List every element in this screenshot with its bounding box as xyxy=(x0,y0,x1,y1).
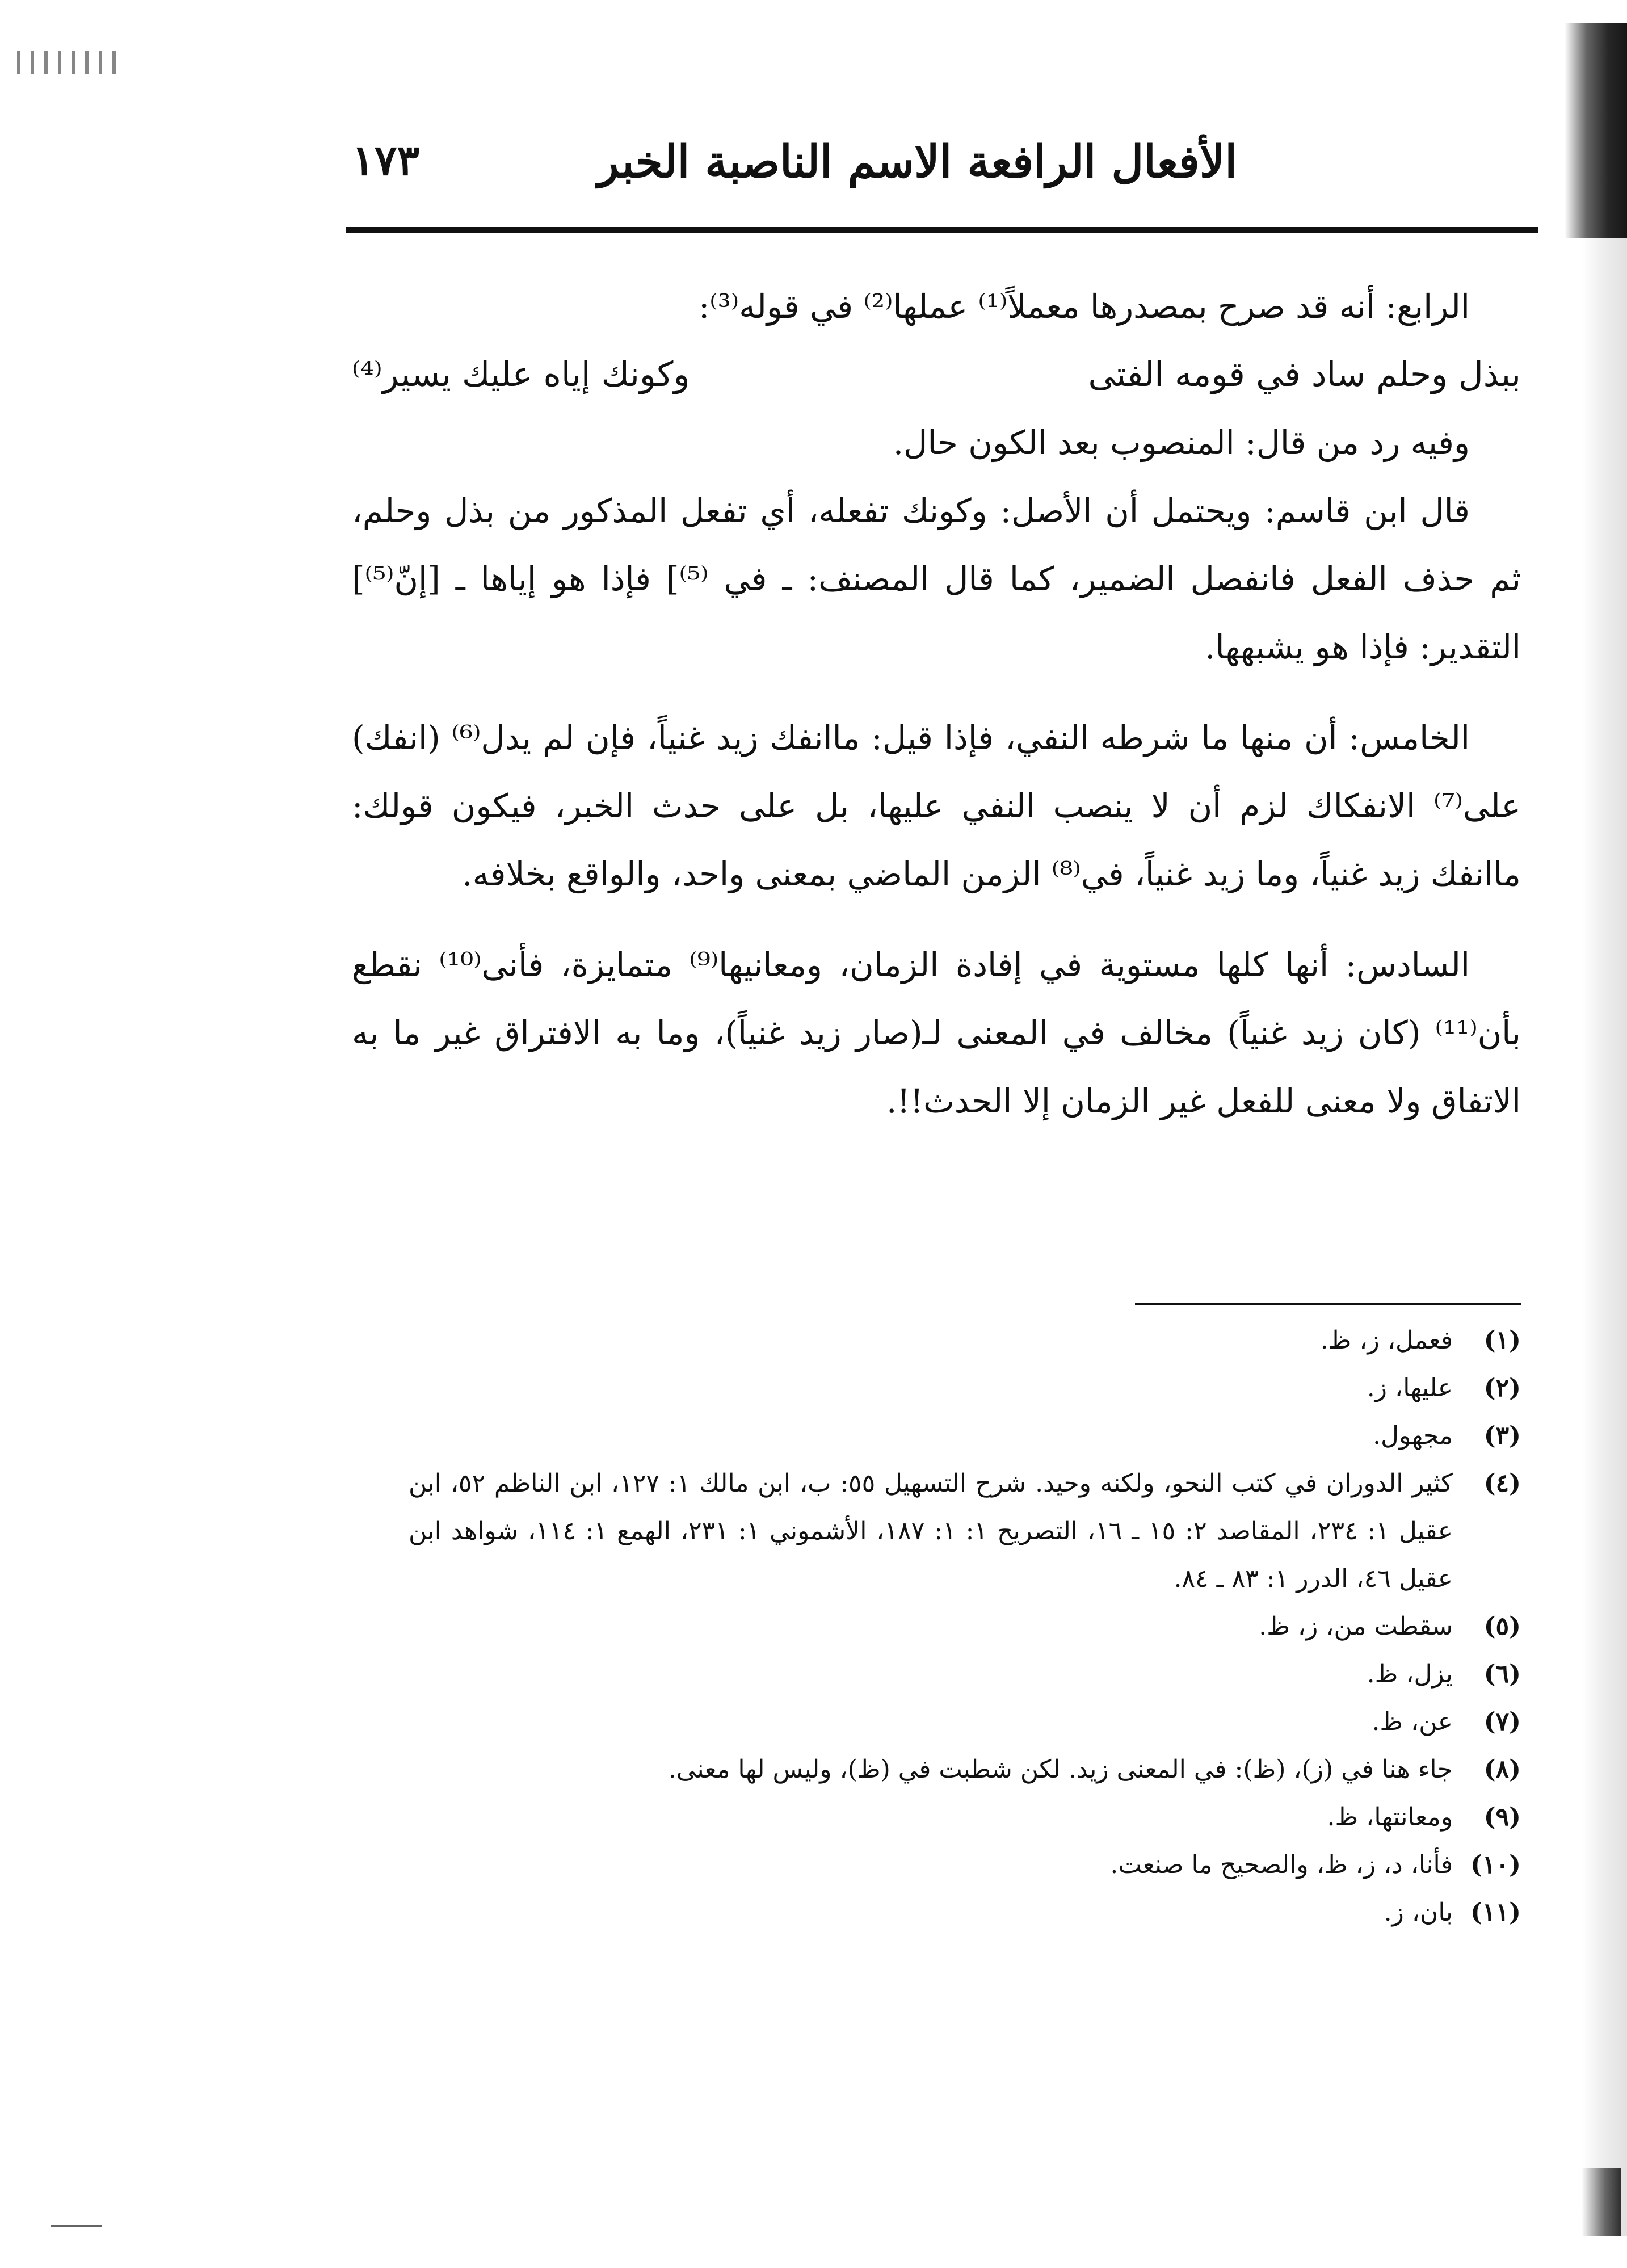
footnote xyxy=(409,1841,1521,1889)
footnote-text: مجهول. xyxy=(1373,1421,1453,1450)
footnote xyxy=(409,1460,1521,1603)
footnote xyxy=(409,1698,1521,1746)
footnote xyxy=(409,1889,1521,1937)
verse-second-hemistich: وكونك إياه عليك يسير⁽⁴⁾ xyxy=(352,355,690,394)
footnote xyxy=(409,1746,1521,1794)
footnote xyxy=(409,1650,1521,1698)
footnote-number: (٩) xyxy=(1483,1803,1521,1832)
footnote-number: (١٠) xyxy=(1470,1850,1521,1879)
footnotes xyxy=(409,1317,1521,1937)
paragraph-refutation: وفيه رد من قال: المنصوب بعد الكون حال. xyxy=(893,423,1470,462)
footnote-number: (٤) xyxy=(1483,1469,1521,1498)
footnote-number: (٢) xyxy=(1483,1374,1521,1402)
scan-edge-shadow xyxy=(1582,23,1627,2236)
footnote-text: فعمل، ز، ظ. xyxy=(1320,1326,1453,1355)
scan-corner-blot-bottom xyxy=(1582,2168,1621,2236)
footnote-text: بان، ز. xyxy=(1384,1898,1453,1927)
footnote-number: (٦) xyxy=(1483,1660,1521,1689)
footnote xyxy=(409,1364,1521,1412)
footnote-number: (٥) xyxy=(1483,1612,1521,1641)
footnote-text: سقطت من، ز، ظ. xyxy=(1259,1612,1453,1641)
footnote-number: (١١) xyxy=(1470,1898,1521,1927)
footnote xyxy=(409,1603,1521,1650)
footnote-divider xyxy=(1135,1303,1521,1305)
footnote-text: جاء هنا في (ز)، (ظ): في المعنى زيد. لكن شطبت في (ظ)، وليس لها معنى. xyxy=(668,1755,1453,1784)
scan-corner-blot-top xyxy=(1565,23,1627,238)
page-header xyxy=(340,131,1237,199)
footnote xyxy=(409,1412,1521,1460)
footnote-text: كثير الدوران في كتب النحو، ولكنه وحيد. شرح التسهيل ٥٥: ب، ابن مالك ١: ١٢٧، ابن الناظم ٥٢، ابن عقيل ١: ٢٣٤، المقاصد ٢: ١٥ ـ ١٦، التصريح ١: ١: ١٨٧، الأشموني ١: ٢٣١، الهمع ١: ١١٤، شواهد ابن عقيل ٤٦، الدرر ١: ٨٣ ـ ٨٤. xyxy=(409,1469,1453,1593)
scan-mark xyxy=(51,2225,102,2227)
paragraph-fifth: الخامس: أن منها ما شرطه النفي، فإذا قيل: ماانفك زيد غنياً، فإن لم يدل⁽⁶⁾ (انفك) على⁽⁷⁾ الانفكاك لزم أن لا ينصب النفي عليها، بل على حدث الخبر، فيكون قولك: ماانفك زيد غنياً، وما زيد غنياً، في⁽⁸⁾ الزمن الماضي بمعنى واحد، والواقع بخلافه. xyxy=(352,719,1521,893)
verse-first-hemistich: ببذل وحلم ساد في قومه الفتى xyxy=(1088,355,1521,394)
footnote-number: (٧) xyxy=(1483,1707,1521,1736)
footnote-text: عليها، ز. xyxy=(1367,1374,1453,1402)
footnote-text: عن، ظ. xyxy=(1372,1707,1453,1736)
paragraph-sixth: السادس: أنها كلها مستوية في إفادة الزمان، ومعانيها⁽⁹⁾ متمايزة، فأنى⁽¹⁰⁾ نقطع بأن⁽¹¹⁾ (كان زيد غنياً) مخالف في المعنى لـ(صار زيد غنياً)، وما به الافتراق غير ما به الاتفاق ولا معنى للفعل غير الزمان إلا الحدث!!. xyxy=(352,946,1521,1120)
paragraph-ibn-qasim: قال ابن قاسم: ويحتمل أن الأصل: وكونك تفعله، أي تفعل المذكور من بذل وحلم، ثم حذف الفعل فانفصل الضمير، كما قال المصنف: ـ في ⁽⁵⁾] فإذا هو إياها ـ [إنّ⁽⁵⁾] التقدير: فإذا هو يشبهها. xyxy=(352,492,1521,666)
footnote xyxy=(409,1794,1521,1841)
scan-specks xyxy=(17,51,119,74)
footnote-number: (١) xyxy=(1483,1326,1521,1355)
header-divider xyxy=(346,227,1538,233)
footnote-text: فأنا، د، ز، ظ، والصحيح ما صنعت. xyxy=(1110,1850,1453,1879)
page-number: ١٧٣ xyxy=(352,136,420,185)
running-title: الأفعال الرافعة الاسم الناصبة الخبر xyxy=(597,136,1237,188)
main-text xyxy=(352,272,1521,1135)
footnote-text: ومعانتها، ظ. xyxy=(1327,1803,1453,1832)
poetry-verse xyxy=(352,341,1521,409)
paragraph-fourth: الرابع: أنه قد صرح بمصدرها معملاً⁽¹⁾ عملها⁽²⁾ في قوله⁽³⁾: xyxy=(698,287,1470,326)
footnote xyxy=(409,1317,1521,1364)
footnote-number: (٨) xyxy=(1483,1755,1521,1784)
footnote-text: يزل، ظ. xyxy=(1367,1660,1453,1689)
footnote-number: (٣) xyxy=(1483,1421,1521,1450)
